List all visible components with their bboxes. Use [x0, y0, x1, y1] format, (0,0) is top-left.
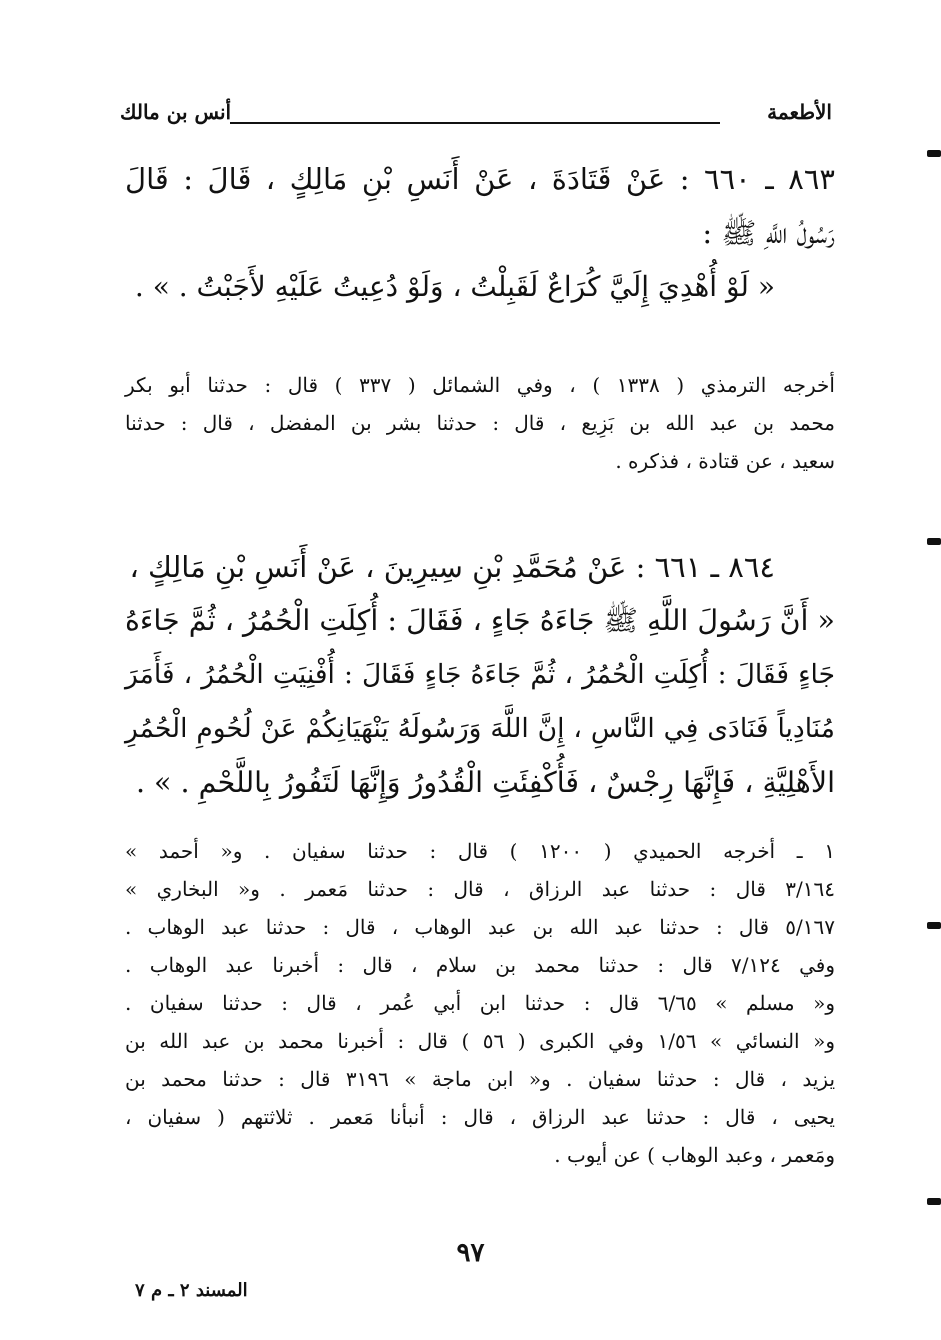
page-number: ٩٧: [456, 1238, 485, 1268]
hadith-line: ٨٦٣ ـ ٦٦٠ : عَنْ قَتَادَةَ ، عَنْ أَنَسِ بْنِ مَالِكٍ ، قَالَ : قَالَ: [125, 162, 835, 196]
note-line: و« النسائي » ١/٥٦ وفي الكبرى ( ٥٦ ) قال : أخبرنا محمد بن عبد الله بن: [125, 1029, 836, 1053]
header-narrator-name: أنس بن مالك: [120, 100, 232, 124]
note-line: ومَعمر ، وعبد الوهاب ) عن أيوب .: [554, 1143, 835, 1167]
note-line: وفي ٧/١٢٤ قال : حدثنا محمد بن سلام ، قال : أخبرنا عبد الوهاب .: [125, 953, 835, 977]
takhrij-note-864: [125, 832, 835, 1174]
hadith-line: الأَهْلِيَّةِ ، فَإِنَّهَا رِجْسٌ ، فَأُكْفِئَتِ الْقُدُورُ وَإِنَّهَا لَتَفُورُ بِاللَّحْمِ . » .: [135, 766, 835, 799]
takhrij-note-863: [125, 366, 835, 480]
hadith-864: [125, 540, 835, 810]
hadith-line: مُنَادِياً فَنَادَى فِي النَّاسِ ، إِنَّ اللَّهَ وَرَسُولَهُ يَنْهَيَانِكُمْ عَنْ لُحُومِ الْحُمُرِ: [125, 713, 835, 744]
running-header: [120, 100, 832, 134]
hadith-line: ٨٦٤ ـ ٦٦١ : عَنْ مُحَمَّدِ بْنِ سِيرِينَ ، عَنْ أَنَسِ بْنِ مَالِكٍ ،: [129, 550, 775, 584]
hadith-line: « لَوْ أُهْدِيَ إِلَيَّ كُرَاعٌ لَقَبِلْتُ ، وَلَوْ دُعِيتُ عَلَيْهِ لأَجَبْتُ . » .: [134, 270, 775, 303]
note-line: يحيى ، قال : حدثنا عبد الرزاق ، قال : أنبأنا مَعمر . ثلاثتهم ( سفيان ،: [125, 1105, 835, 1129]
note-line: محمد بن عبد الله بن بَزِيع ، قال : حدثنا بشر بن المفضل ، قال : حدثنا: [125, 411, 835, 435]
note-line: سعيد ، عن قتادة ، فذكره .: [615, 449, 835, 473]
margin-mark: [927, 1198, 941, 1205]
printer-signature: المسند ٢ ـ م ٧: [135, 1280, 248, 1301]
hadith-863: [125, 152, 835, 314]
margin-mark: [927, 150, 941, 157]
header-chapter-title: الأطعمة: [767, 100, 832, 124]
note-line: أخرجه الترمذي ( ١٣٣٨ ) ، وفي الشمائل ( ٣٣٧ ) قال : حدثنا أبو بكر: [125, 373, 835, 397]
note-line: ٥/١٦٧ قال : حدثنا عبد الله بن عبد الوهاب ، قال : حدثنا عبد الوهاب .: [125, 915, 835, 939]
hadith-line: جَاءٍ فَقَالَ : أُكِلَتِ الْحُمُرُ ، ثُمَّ جَاءَهُ جَاءٍ فَقَالَ : أُفْنِيَتِ الْحُمُرُ ، فَأَمَرَ: [125, 659, 835, 690]
margin-mark: [927, 538, 941, 545]
note-line: يزيد ، قال : حدثنا سفيان . و« ابن ماجة » ٣١٩٦ قال : حدثنا محمد بن: [125, 1067, 836, 1091]
note-line: و« مسلم » ٦/٦٥ قال : حدثنا ابن أبي عُمر ، قال : حدثنا سفيان .: [125, 991, 835, 1015]
header-rule: [230, 122, 720, 124]
hadith-line: رَسُولُ اللَّهِ ﷺ :: [702, 216, 835, 250]
margin-mark: [927, 922, 941, 929]
note-line: ٣/١٦٤ قال : حدثنا عبد الرزاق ، قال : حدثنا مَعمر . و« البخاري »: [125, 877, 835, 901]
note-line: ١ ـ أخرجه الحميدي ( ١٢٠٠ ) قال : حدثنا سفيان . و« أحمد »: [125, 839, 835, 863]
hadith-line: « أَنَّ رَسُولَ اللَّهِ ﷺ جَاءَهُ جَاءٍ ، فَقَالَ : أُكِلَتِ الْحُمُرُ ، ثُمَّ جَاءَهُ: [125, 604, 835, 637]
